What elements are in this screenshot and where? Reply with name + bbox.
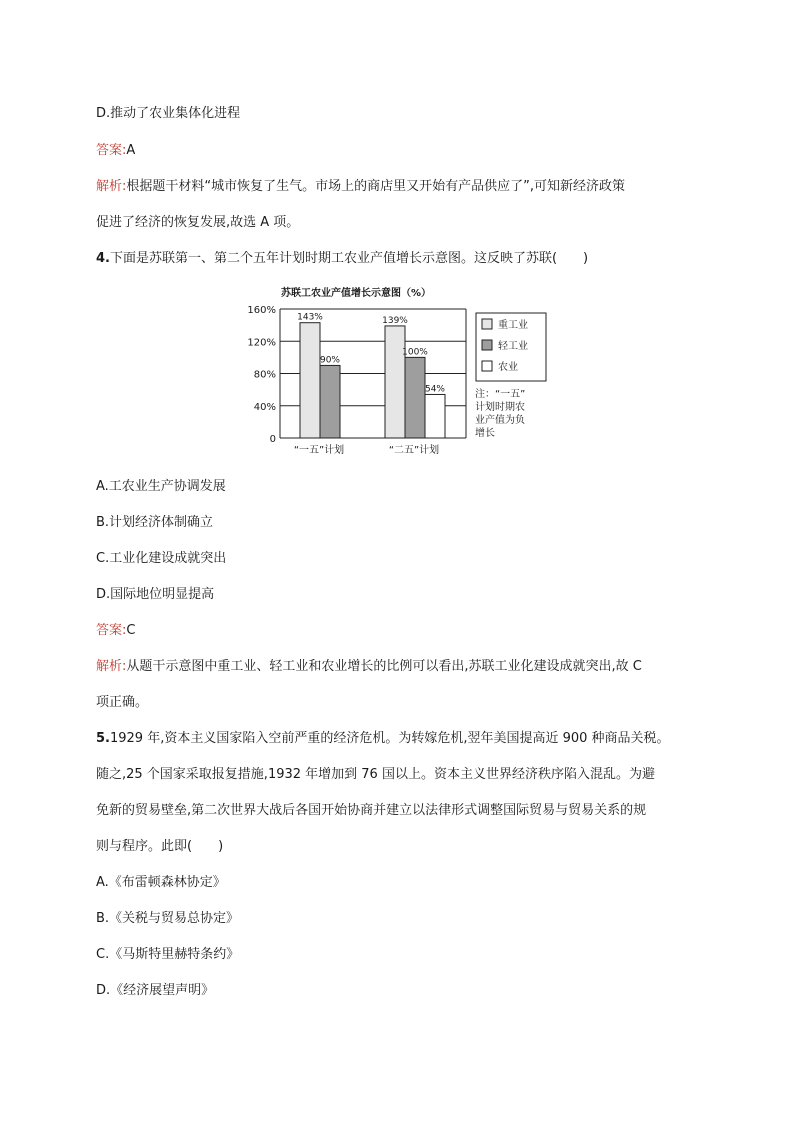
- answer-label: 答案:: [96, 623, 127, 638]
- y-tick-label: 160%: [247, 305, 276, 316]
- q5-option-b: B.《关税与贸易总协定》: [96, 911, 240, 926]
- chart-note: 注：“一五”: [475, 389, 526, 400]
- legend-swatch: [482, 361, 492, 371]
- bar: [405, 357, 425, 438]
- bar: [425, 394, 445, 438]
- legend-swatch: [482, 340, 492, 350]
- legend-label: 重工业: [498, 320, 528, 331]
- question-text: 下面是苏联第一、第二个五年计划时期工农业产值增长示意图。这反映了苏联( ): [109, 251, 589, 266]
- answer-value: A: [126, 143, 136, 158]
- bar: [320, 365, 340, 438]
- q3-explanation-line-2: 促进了经济的恢复发展,故选 A 项。: [96, 215, 300, 230]
- q4-option-c: C.工业化建设成就突出: [96, 551, 227, 566]
- legend-swatch: [482, 319, 492, 329]
- explanation-text: 根据题干材料“城市恢复了生气。市场上的商店里又开始有产品供应了”,可知新经济政策: [126, 179, 625, 194]
- question-number: 5.: [96, 731, 110, 746]
- q3-answer: [96, 142, 135, 160]
- q5-stem-line-4: 则与程序。此即( ): [96, 839, 224, 854]
- y-tick-label: 0: [269, 434, 276, 445]
- answer-label: 答案:: [96, 143, 127, 158]
- bar: [385, 326, 405, 438]
- answer-value: C: [126, 623, 136, 638]
- explanation-label: 解析:: [96, 179, 127, 194]
- q4-explanation-line-1: [96, 658, 642, 676]
- bar: [300, 323, 320, 438]
- y-tick-label: 80%: [253, 369, 276, 381]
- y-tick-label: 120%: [247, 337, 276, 349]
- q4-option-b: B.计划经济体制确立: [96, 515, 214, 530]
- q4-explanation-line-2: 项正确。: [96, 695, 149, 710]
- bar-data-label: 143%: [297, 312, 323, 323]
- q5-stem-line-1: [96, 730, 670, 748]
- q5-stem-line-3: 免新的贸易壁垒,第二次世界大战后各国开始协商并建立以法律形式调整国际贸易与贸易关系的规: [96, 803, 647, 818]
- chart-note: 增长: [475, 428, 495, 439]
- q4-option-a: A.工农业生产协调发展: [96, 479, 226, 494]
- x-category-label: “一五”计划: [293, 445, 345, 456]
- q4-option-d: D.国际地位明显提高: [96, 587, 215, 602]
- bar-data-label: 90%: [319, 355, 341, 366]
- bar-data-label: 100%: [402, 347, 428, 358]
- q5-option-a: A.《布雷顿森林协定》: [96, 875, 226, 890]
- bar-data-label: 54%: [424, 384, 446, 395]
- q3-option-d: D.推动了农业集体化进程: [96, 106, 241, 121]
- question-number: 4.: [96, 251, 110, 266]
- legend-label: 轻工业: [498, 341, 528, 352]
- chart-note: 业产值为负: [475, 415, 525, 426]
- chart-title: 苏联工农业产值增长示意图（%）: [280, 288, 432, 299]
- q3-explanation-line-1: [96, 178, 625, 196]
- legend-label: 农业: [498, 362, 518, 373]
- x-category-label: “二五”计划: [388, 445, 440, 456]
- explanation-label: 解析:: [96, 659, 127, 674]
- question-text: 1929 年,资本主义国家陷入空前严重的经济危机。为转嫁危机,翌年美国提高近 900 种商品关税。: [109, 731, 670, 746]
- q5-option-c: C.《马斯特里赫特条约》: [96, 947, 240, 962]
- q4-stem: [96, 250, 588, 268]
- q4-answer: [96, 622, 135, 640]
- chart-note: 计划时期农: [475, 402, 525, 413]
- growth-bar-chart: [244, 285, 584, 460]
- y-tick-label: 40%: [253, 401, 276, 413]
- bar-data-label: 139%: [382, 315, 408, 326]
- q5-option-d: D.《经济展望声明》: [96, 983, 215, 998]
- explanation-text: 从题干示意图中重工业、轻工业和农业增长的比例可以看出,苏联工业化建设成就突出,故 C: [126, 659, 642, 674]
- q5-stem-line-2: 随之,25 个国家采取报复措施,1932 年增加到 76 国以上。资本主义世界经济秩序陷入混乱。为避: [96, 767, 655, 782]
